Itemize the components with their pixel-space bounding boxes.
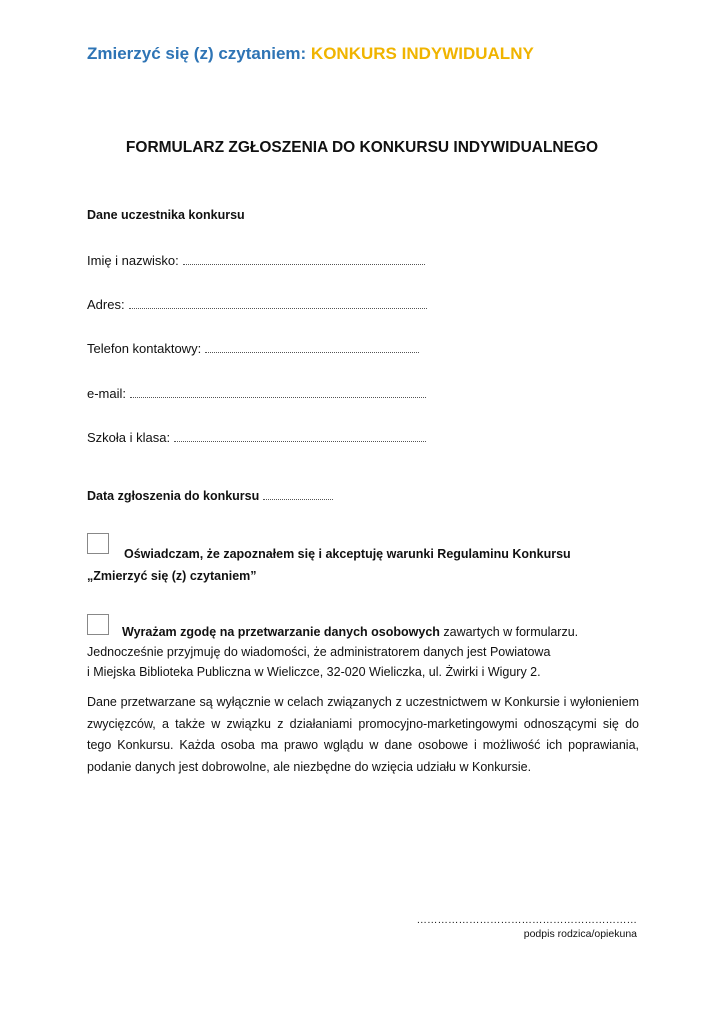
- field-school-label: Szkoła i klasa:: [87, 430, 171, 445]
- field-name: [87, 253, 425, 268]
- submission-date-line[interactable]: [263, 499, 333, 500]
- page-header: [87, 44, 534, 64]
- consent-bold-text: Wyrażam zgodę na przetwarzanie danych osobowych: [122, 625, 440, 639]
- signature-caption: podpis rodzica/opiekuna: [523, 928, 637, 940]
- field-email-label: e-mail:: [87, 386, 127, 401]
- section-heading: Dane uczestnika konkursu: [87, 208, 245, 222]
- data-processing-paragraph: Dane przetwarzane są wyłącznie w celach związanych z uczestnictwem w Konkursie i wyłonieniem zwycięzców, a także w związku z działaniami promocyjno-marketingowymi odnoszącymi się do tego Konkursu. Każda osoba ma prawo wglądu w dane osobowe i możliwość ich poprawiania, podanie danych jest dobrowolne, ale niezbędne do wzięcia udziału w Konkursie.: [87, 695, 639, 774]
- field-email: [87, 386, 426, 401]
- field-phone-label: Telefon kontaktowy:: [87, 341, 202, 356]
- consent-line-3: i Miejska Biblioteka Publiczna w Wieliczce, 32-020 Wieliczka, ul. Żwirki i Wigury 2.: [87, 665, 541, 679]
- header-title-main: Zmierzyć się (z) czytaniem:: [87, 44, 311, 63]
- field-school: [87, 430, 426, 445]
- header-title-highlight: KONKURS INDYWIDUALNY: [310, 44, 534, 63]
- consent-line-2: Jednocześnie przyjmuję do wiadomości, że administratorem danych jest Powiatowa: [87, 645, 551, 659]
- field-phone-line[interactable]: [205, 351, 419, 353]
- signature-line: ………………………………………………………: [416, 914, 637, 926]
- consent-rest-text: zawartych w formularzu.: [439, 625, 579, 639]
- field-submission-date: [87, 489, 333, 503]
- declaration-line-1: Oświadczam, że zapoznałem się i akceptuję warunki Regulaminu Konkursu: [124, 547, 571, 561]
- field-email-line[interactable]: [130, 396, 426, 398]
- signature-block: [417, 914, 638, 940]
- data-consent-text: [87, 622, 639, 682]
- field-address: [87, 297, 427, 312]
- form-title: FORMULARZ ZGŁOSZENIA DO KONKURSU INDYWIDUALNEGO: [125, 139, 599, 156]
- field-address-line[interactable]: [129, 307, 427, 309]
- field-address-label: Adres:: [87, 297, 125, 312]
- field-name-label: Imię i nazwisko:: [87, 253, 179, 268]
- submission-date-label: Data zgłoszenia do konkursu: [87, 489, 260, 503]
- declaration-line-2: „Zmierzyć się (z) czytaniem”: [87, 569, 257, 583]
- field-name-line[interactable]: [183, 263, 425, 265]
- regulations-declaration: [87, 543, 647, 587]
- field-school-line[interactable]: [174, 440, 426, 442]
- field-phone: [87, 341, 419, 356]
